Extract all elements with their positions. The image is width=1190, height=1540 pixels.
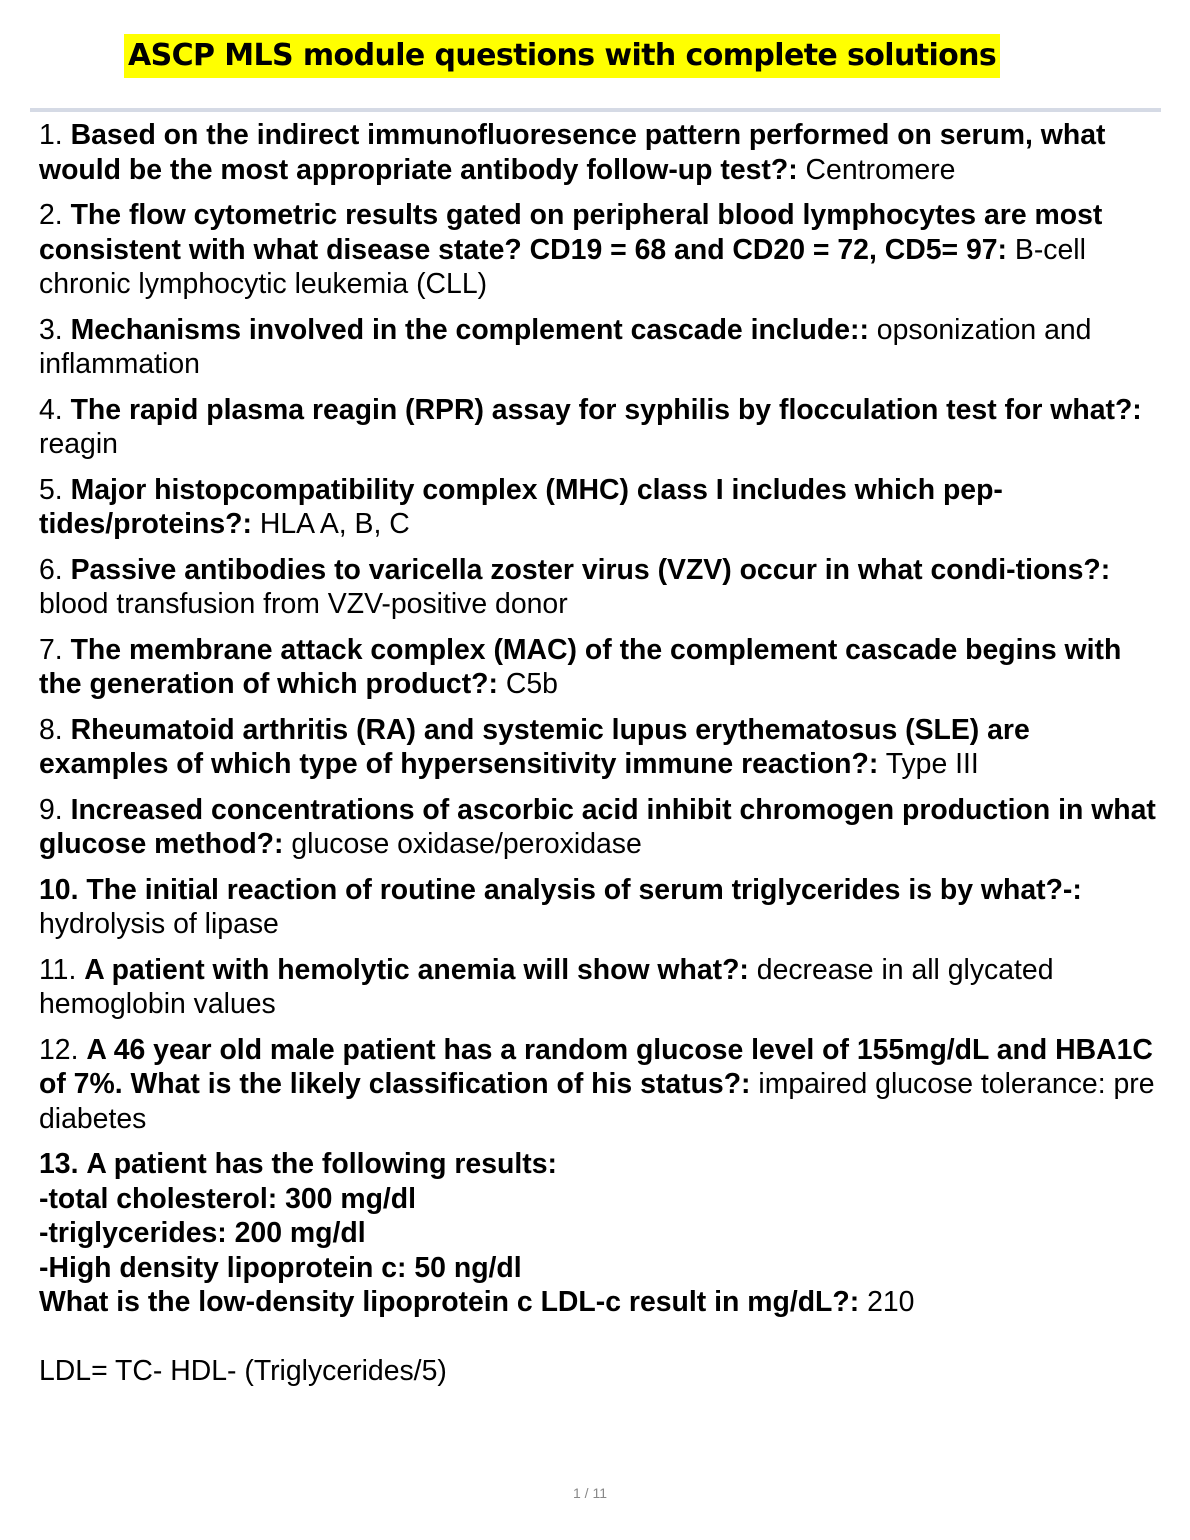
question-text: What is the low-density lipoprotein c LDL-c result in mg/dL?: bbox=[39, 1286, 860, 1318]
question-text-line: -triglycerides: 200 mg/dl bbox=[39, 1217, 366, 1249]
question-item-9 bbox=[39, 793, 1159, 862]
question-item-7 bbox=[39, 633, 1159, 702]
question-item-10 bbox=[39, 873, 1159, 942]
question-item-4 bbox=[39, 393, 1159, 462]
question-item-6 bbox=[39, 553, 1159, 622]
answer-text: hydrolysis of lipase bbox=[39, 908, 279, 940]
question-number: 1. bbox=[39, 119, 63, 151]
answer-text: reagin bbox=[39, 428, 118, 460]
question-text: Passive antibodies to varicella zoster virus (VZV) occur in what condi-tions?: bbox=[70, 553, 1111, 586]
question-text: The rapid plasma reagin (RPR) assay for syphilis by flocculation test for what?: bbox=[70, 393, 1142, 426]
question-item-5 bbox=[39, 473, 1159, 542]
answer-text: Centromere bbox=[805, 153, 956, 186]
ldl-formula: LDL= TC- HDL- (Triglycerides/5) bbox=[39, 1355, 447, 1387]
title-divider bbox=[30, 108, 1161, 112]
question-text: Mechanisms involved in the complement cascade include:: bbox=[70, 313, 869, 346]
question-text: Major histopcompatibility complex (MHC) class I includes which pep-tides/proteins?: bbox=[39, 473, 1003, 540]
answer-text: opsonization and inflammation bbox=[39, 313, 1092, 380]
question-text: Increased concentrations of ascorbic acid inhibit chromogen production in what glucose method?: bbox=[39, 793, 1156, 860]
question-item-8 bbox=[39, 713, 1159, 782]
question-text: Based on the indirect immunofluoresence pattern performed on serum, what would be the most appropriate antibody follow-up test?: bbox=[39, 119, 1106, 186]
question-number: 2. bbox=[39, 199, 63, 231]
page-indicator: 1 / 11 bbox=[573, 1485, 607, 1501]
question-text: A 46 year old male patient has a random glucose level of 155mg/dL and HBA1C of 7%. What is the likely classification of his status?: bbox=[39, 1033, 1153, 1100]
document-title: ASCP MLS module questions with complete solutions bbox=[124, 34, 1000, 78]
question-item-3 bbox=[39, 313, 1159, 382]
question-text: The flow cytometric results gated on peripheral blood lymphocytes are most consistent with what disease state? CD19 = 68 and CD20 = 72, CD5= 97: bbox=[39, 199, 1103, 266]
question-item-1 bbox=[39, 118, 1159, 187]
answer-text: HLA A, B, C bbox=[259, 508, 410, 540]
answer-text: B-cell chronic lymphocytic leukemia (CLL) bbox=[39, 233, 1086, 300]
question-text-line: -High density lipoprotein c: 50 ng/dl bbox=[39, 1251, 522, 1284]
question-text: Rheumatoid arthritis (RA) and systemic lupus erythematosus (SLE) are examples of which type of hypersensitivity immune reaction?: bbox=[39, 713, 1030, 780]
question-number: 9. bbox=[39, 793, 63, 826]
question-text: The initial reaction of routine analysis of serum triglycerides is by what?-: bbox=[86, 873, 1082, 906]
question-text: A patient with hemolytic anemia will show what?: bbox=[84, 953, 749, 986]
answer-text: C5b bbox=[505, 668, 558, 700]
question-number: 5. bbox=[39, 473, 63, 506]
question-text-line: A patient has the following results: bbox=[86, 1148, 557, 1180]
answer-text: blood transfusion from VZV-positive donor bbox=[39, 588, 568, 620]
answer-text: decrease in all glycated hemoglobin values bbox=[39, 953, 1054, 1020]
question-number: 4. bbox=[39, 393, 63, 426]
question-number: 11. bbox=[39, 953, 77, 986]
document-title-block bbox=[124, 34, 1000, 78]
question-number: 6. bbox=[39, 553, 63, 586]
question-number: 13. bbox=[39, 1148, 79, 1180]
answer-text: glucose oxidase/peroxidase bbox=[291, 828, 642, 860]
answer-text: 210 bbox=[867, 1286, 915, 1318]
question-item-13 bbox=[39, 1147, 1159, 1320]
question-number: 10. bbox=[39, 873, 79, 906]
question-list bbox=[39, 118, 1159, 1331]
question-item-2 bbox=[39, 198, 1159, 302]
answer-text: Type III bbox=[885, 748, 979, 780]
question-number: 3. bbox=[39, 313, 63, 346]
question-number: 8. bbox=[39, 713, 63, 746]
question-item-11 bbox=[39, 953, 1159, 1022]
question-text-line: -total cholesterol: 300 mg/dl bbox=[39, 1182, 417, 1215]
question-number: 7. bbox=[39, 633, 63, 666]
question-text: The membrane attack complex (MAC) of the complement cascade begins with the generation of which product?: bbox=[39, 633, 1122, 700]
question-item-12 bbox=[39, 1033, 1159, 1137]
question-number: 12. bbox=[39, 1033, 79, 1066]
answer-text: impaired glucose tolerance: pre diabetes bbox=[39, 1068, 1155, 1135]
